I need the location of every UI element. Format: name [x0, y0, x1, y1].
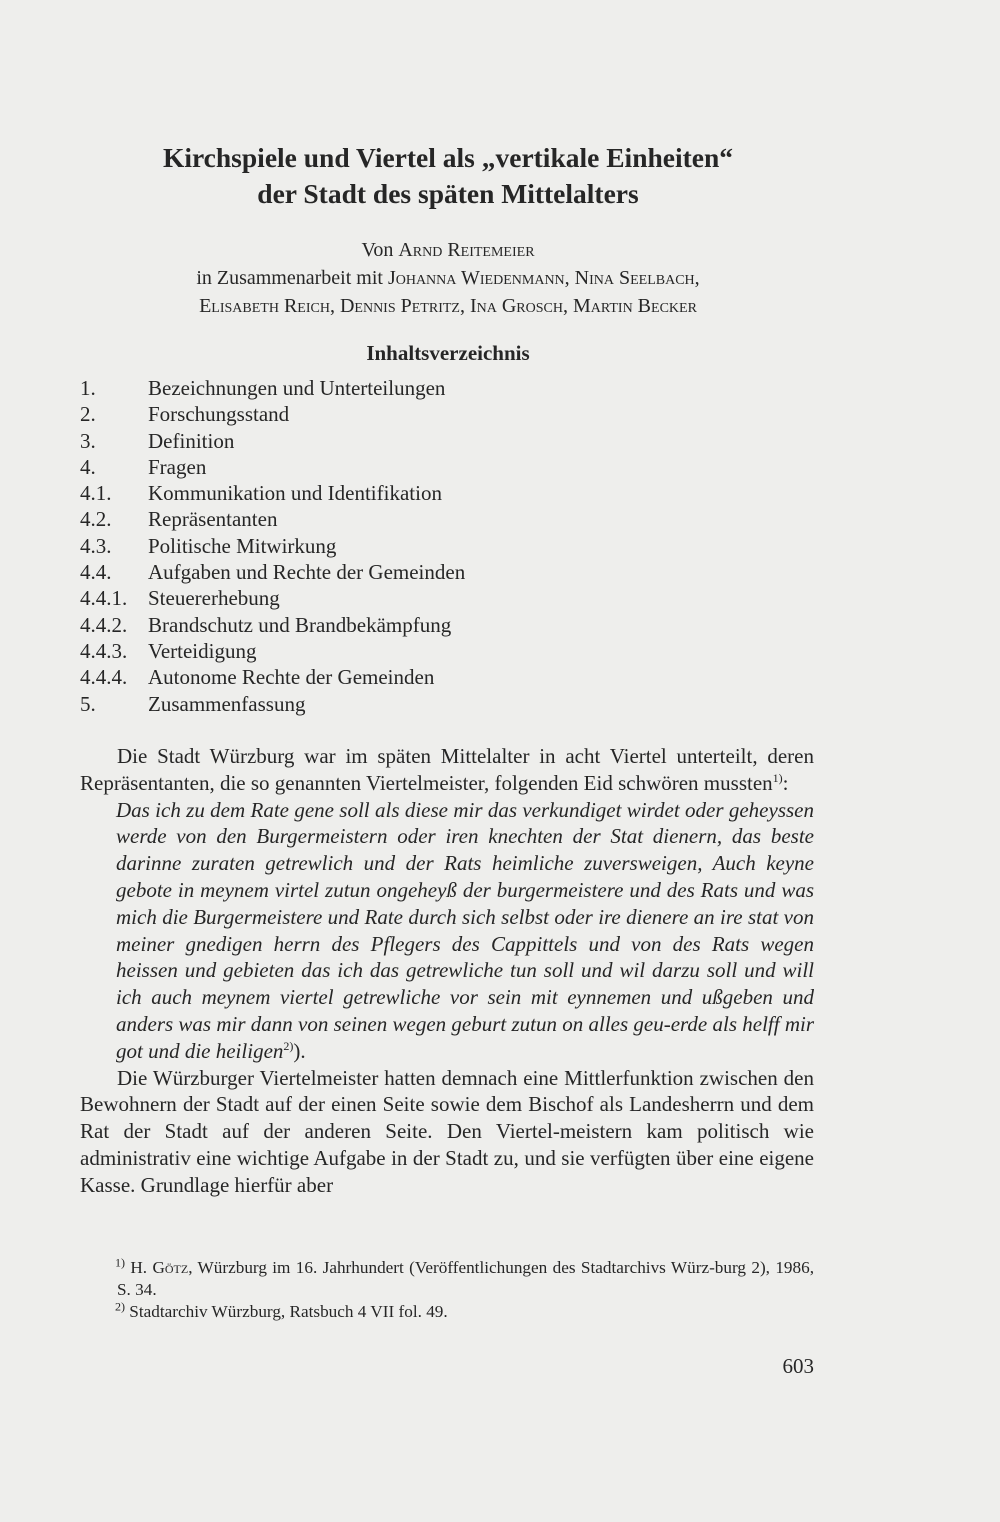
body-text — [80, 743, 814, 1199]
toc-item — [80, 559, 816, 585]
toc-heading: Inhaltsverzeichnis — [366, 341, 530, 365]
author-line-3 — [80, 292, 816, 320]
toc-item-label: Brandschutz und Brandbekämpfung — [148, 612, 452, 637]
quote-punctuation: ). — [293, 1038, 306, 1063]
page-number: 603 — [782, 1354, 814, 1378]
toc-item-label: Definition — [148, 428, 235, 453]
toc-item-label: Politische Mitwirkung — [148, 533, 337, 558]
toc-item-number: 3. — [80, 428, 96, 453]
toc-item-label: Verteidigung — [148, 638, 257, 663]
paragraph-punctuation: : — [782, 770, 789, 795]
author-name: Arnd Reitemeier — [398, 239, 535, 261]
toc-item-number: 5. — [80, 691, 96, 716]
toc-item — [80, 480, 816, 506]
footnote-1 — [80, 1257, 814, 1301]
title-line-2: der Stadt des späten Mittelalters — [257, 178, 639, 209]
toc-item-label: Kommunikation und Identifikation — [148, 481, 442, 506]
toc-item-number: 4.2. — [80, 507, 112, 532]
toc-item-label: Bezeichnungen und Unterteilungen — [148, 376, 446, 400]
toc-item — [80, 585, 816, 611]
table-of-contents — [80, 375, 816, 717]
footnote-text: Stadtarchiv Würzburg, Ratsbuch 4 VII fol. 49. — [129, 1302, 448, 1321]
toc-item-number: 1. — [80, 376, 96, 400]
toc-item — [80, 506, 816, 532]
toc-item-label: Steuererhebung — [148, 586, 280, 611]
toc-item — [80, 375, 816, 401]
toc-item — [80, 638, 816, 664]
author-prefix: Von — [361, 239, 399, 261]
toc-item — [80, 533, 816, 559]
footnote-text: , Würzburg im 16. Jahrhundert (Veröffentlichungen des Stadtarchivs Würz-burg 2), 1986, S. 34. — [117, 1258, 815, 1299]
toc-item-number: 4.1. — [80, 481, 112, 506]
paragraph-intro — [80, 743, 814, 797]
paragraph-text: Die Stadt Würzburg war im späten Mittelalter in acht Viertel unterteilt, deren Repräsentanten, die so genannten Viertelmeister, folgenden Eid schwören mussten — [80, 744, 814, 795]
toc-item-number: 4.4.3. — [80, 638, 128, 663]
toc-item — [80, 691, 816, 717]
toc-item-number: 4.4.2. — [80, 612, 128, 637]
title-line-1: Kirchspiele und Viertel als „vertikale Einheiten“ — [162, 142, 734, 173]
toc-item-label: Forschungsstand — [148, 402, 290, 427]
footnote-marker: 2) — [115, 1299, 125, 1314]
author-line-2 — [80, 264, 816, 292]
toc-item — [80, 664, 816, 690]
toc-item-number: 4.3. — [80, 533, 112, 558]
quote-text: Das ich zu dem Rate gene soll als diese mir das verkundiget wirdet oder geheyssen werde von den Burgermeistern oder iren knechten der Stat dienern, das beste darinne zuraten getrewlich und der Rats heimliche zuversweigen, Auch keyne gebote in meynem virtel zutun ongeheyß der burgermeistere und des Rats und was mich die Burgermeistere und Rate durch sich selbst oder ire dienere an ire stat von meiner gnedigen herrn des Pflegers des Cappittels und von des Rats wegen heissen und gebieten das ich das getrewliche tun soll und wil darzu soll und will ich auch meynem viertel getrewliche vor sein mit eynnemen und ußgeben und anders was mir dann von seinen wegen geburt zutun on alles geu-erde als helff mir got und die heiligen — [116, 797, 814, 1063]
toc-item — [80, 454, 816, 480]
footnotes — [80, 1257, 814, 1323]
footnote-2 — [80, 1301, 814, 1323]
toc-item-label: Fragen — [148, 454, 207, 479]
toc-item — [80, 401, 816, 427]
footnote-reference: 2) — [283, 1038, 294, 1053]
toc-item-number: 4.4.4. — [80, 665, 128, 690]
toc-item-label: Autonome Rechte der Gemeinden — [148, 665, 435, 690]
article-title — [80, 140, 816, 212]
oath-quote — [80, 797, 814, 1065]
toc-item-label: Zusammenfassung — [148, 691, 306, 716]
footnote-marker: 1) — [115, 1255, 125, 1270]
collaborator-names: Elisabeth Reich, Dennis Petritz, Ina Grosch, Martin Becker — [199, 295, 697, 317]
toc-item — [80, 612, 816, 638]
footnote-reference: 1) — [772, 770, 783, 785]
toc-item-label: Aufgaben und Rechte der Gemeinden — [148, 560, 466, 585]
toc-item-number: 2. — [80, 402, 96, 427]
collaborator-names: Johanna Wiedenmann, Nina Seelbach, — [387, 267, 700, 289]
footnote-author: H. Götz — [130, 1258, 189, 1277]
paragraph-analysis: Die Würzburger Viertelmeister hatten demnach eine Mittlerfunktion zwischen den Bewohnern der Stadt auf der einen Seite sowie dem Bischof als Landesherrn und dem Rat der Stadt auf der anderen Seite. Den Viertel-meistern kam politisch wie administrativ eine wichtige Aufgabe in der Stadt zu, und sie verfügten über eine eigene Kasse. Grundlage hierfür aber — [80, 1065, 814, 1197]
toc-item-number: 4. — [80, 454, 96, 479]
author-block — [80, 236, 816, 320]
toc-item — [80, 428, 816, 454]
toc-item-number: 4.4. — [80, 560, 112, 585]
toc-item-number: 4.4.1. — [80, 586, 128, 611]
collaborators-prefix: in Zusammenarbeit mit — [196, 267, 388, 289]
toc-item-label: Repräsentanten — [148, 507, 278, 532]
author-line-1 — [80, 236, 816, 264]
